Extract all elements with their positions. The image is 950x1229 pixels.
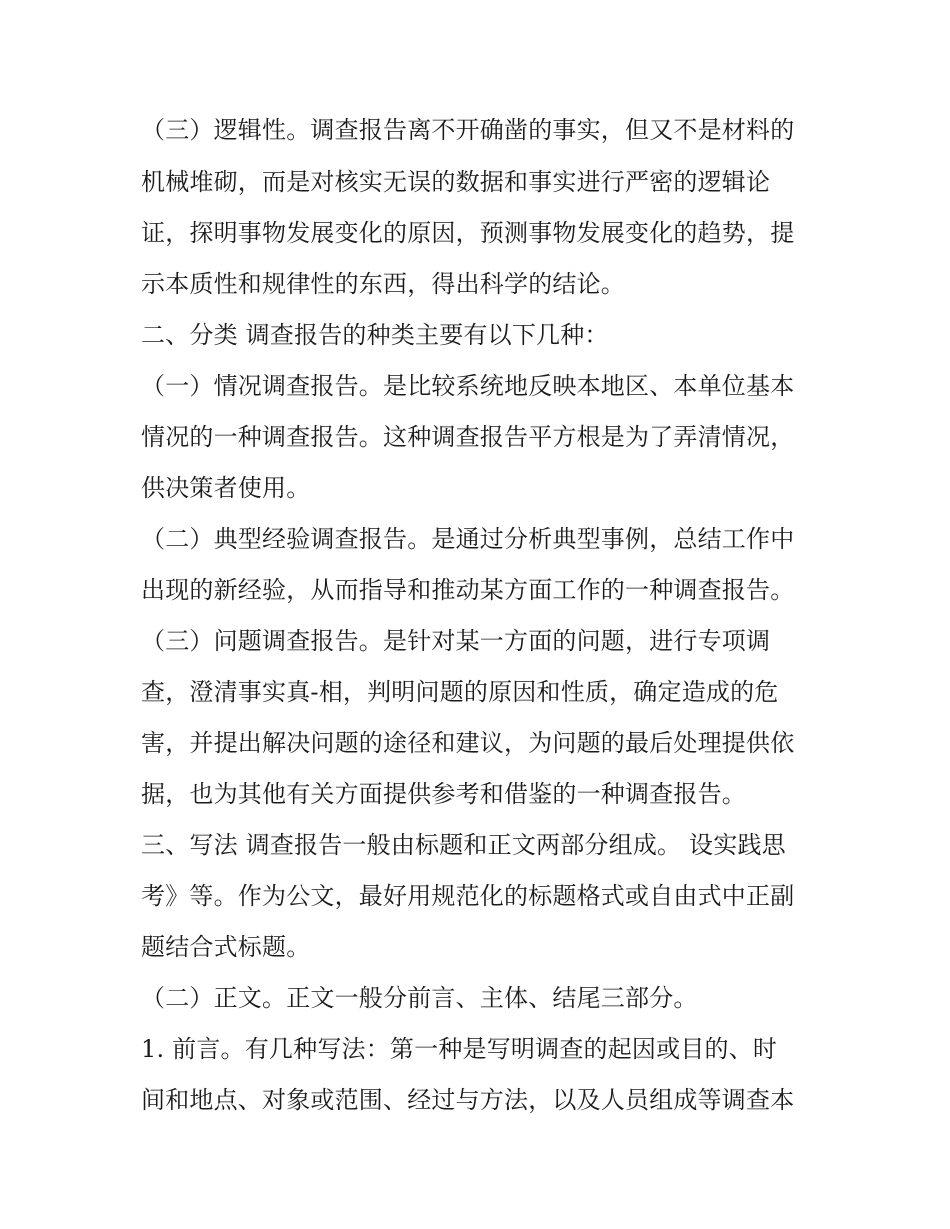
- text-line: （三）问题调查报告。是针对某一方面的问题，进行专项调: [141, 627, 771, 655]
- text-line: 机械堆砌，而是对核实无误的数据和事实进行严密的逻辑论: [141, 168, 771, 196]
- text-line: 害，并提出解决问题的途径和建议，为问题的最后处理提供依: [141, 729, 795, 757]
- text-line: 1. 前言。有几种写法：第一种是写明调查的起因或目的、时: [141, 1035, 778, 1063]
- text-line: 据，也为其他有关方面提供参考和借鉴的一种调查报告。: [141, 780, 746, 808]
- text-line: 查，澄清事实真-相，判明问题的原因和性质，确定造成的危: [141, 678, 779, 706]
- text-line: 考》等。作为公文，最好用规范化的标题格式或自由式中正副: [141, 882, 795, 910]
- text-line: （二）正文。正文一般分前言、主体、结尾三部分。: [141, 984, 698, 1012]
- text-line: 示本质性和规律性的东西，得出科学的结论。: [141, 270, 625, 298]
- text-line: 间和地点、对象或范围、经过与方法，以及人员组成等调查本: [141, 1086, 795, 1114]
- text-line: （二）典型经验调查报告。是通过分析典型事例，总结工作中: [141, 525, 795, 553]
- text-line: 证，探明事物发展变化的原因，预测事物发展变化的趋势，提: [141, 219, 795, 247]
- section-heading-classification: 二、分类 调查报告的种类主要有以下几种：: [141, 321, 609, 349]
- text-line: （一）情况调查报告。是比较系统地反映本地区、本单位基本: [141, 372, 795, 400]
- text-line: 出现的新经验，从而指导和推动某方面工作的一种调查报告。: [141, 576, 795, 604]
- text-line: （三）逻辑性。调查报告离不开确凿的事实，但又不是材料的: [141, 116, 795, 144]
- text-line: 题结合式标题。: [141, 933, 311, 961]
- section-heading-writing: 三、写法 调查报告一般由标题和正文两部分组成。 设实践思: [141, 831, 786, 859]
- text-line: 情况的一种调查报告。这种调查报告平方根是为了弄清情况，: [141, 423, 795, 451]
- text-line: 供决策者使用。: [141, 474, 311, 502]
